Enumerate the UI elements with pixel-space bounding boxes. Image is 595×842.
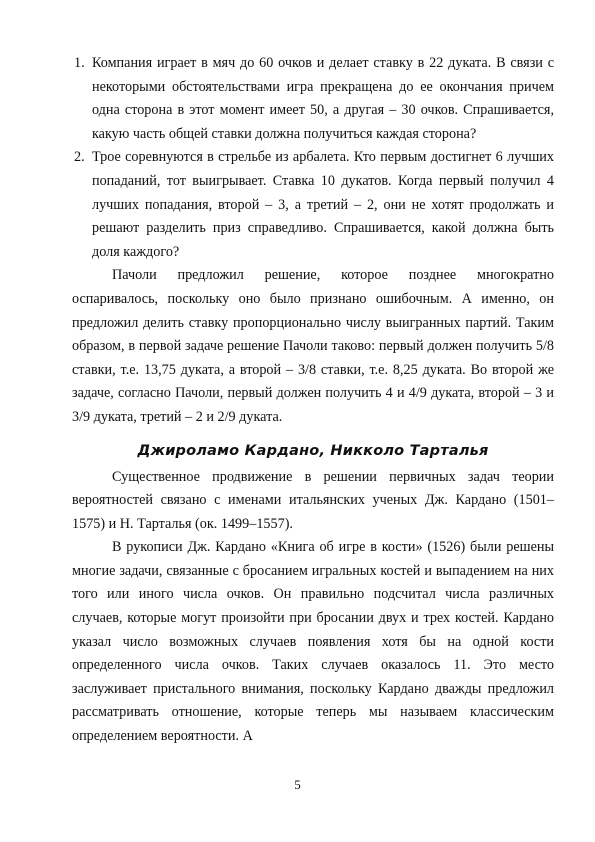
problem-text: Трое соревнуются в стрельбе из арбалета. Кто первым достигнет 6 лучших попаданий, тот выигрывает. Ставка 10 дукатов. Когда первый получил 4 лучших попадания, второй – 3, а третий – 2, они не хотят продолжать и решают разделить приз справедливо. Спрашивается, какой должна быть доля каждого?	[92, 149, 554, 260]
paragraph-cardano: В рукописи Дж. Кардано «Книга об игре в кости» (1526) были решены многие задачи, связанные с бросанием игральных костей и выпадением на них того или иного числа очков. Он правильно подсчитал числа различных случаев, которые могут произойти при бросании двух и трех костей. Кардано указал число возможных случаев появления хотя бы на одной кости определенного числа очков. Таких случаев оказалось 11. Это место заслуживает пристального внимания, поскольку Кардано дважды предложил рассматривать отношение, которые теперь мы называем классическим определением вероятности. А	[72, 539, 554, 745]
paragraph-intro: Существенное продвижение в решении первичных задач теории вероятностей связано с именами итальянских ученых Дж. Кардано (1501–1575) и Н. Тарталья (ок. 1499–1557).	[72, 468, 554, 532]
problem-number: 2.	[74, 149, 85, 166]
page-content	[72, 52, 554, 749]
problem-number: 1.	[74, 55, 85, 71]
problem-text: Компания играет в мяч до 60 очков и делает ставку в 22 дуката. В связи с некоторыми обстоятельствами игра прекращена до ее окончания причем одна сторона в этот момент имеет 50, а другая – 30 очков. Спрашивается, какую часть общей ставки должна получиться каждая сторона?	[92, 55, 554, 142]
page-number: 5	[294, 777, 301, 792]
problem-item-1	[72, 52, 554, 146]
section-heading: Джироламо Кардано, Никколо Тарталья	[137, 442, 489, 459]
problem-item-2	[72, 146, 554, 264]
paragraph-pacioli: Пачоли предложил решение, которое позднее многократно оспаривалось, поскольку оно было признано ошибочным. А именно, он предложил делить ставку пропорционально числу выигранных партий. Таким образом, в первой задаче решение Пачоли таково: первый должен получить 5/8 ставки, т.е. 13,75 дуката, а второй – 3/8 ставки, т.е. 8,25 дуката. Во второй же задаче, согласно Пачоли, первый должен получить 4 и 4/9 дуката, второй – 3 и 3/9 дуката, третий – 2 и 2/9 дуката.	[72, 267, 554, 425]
